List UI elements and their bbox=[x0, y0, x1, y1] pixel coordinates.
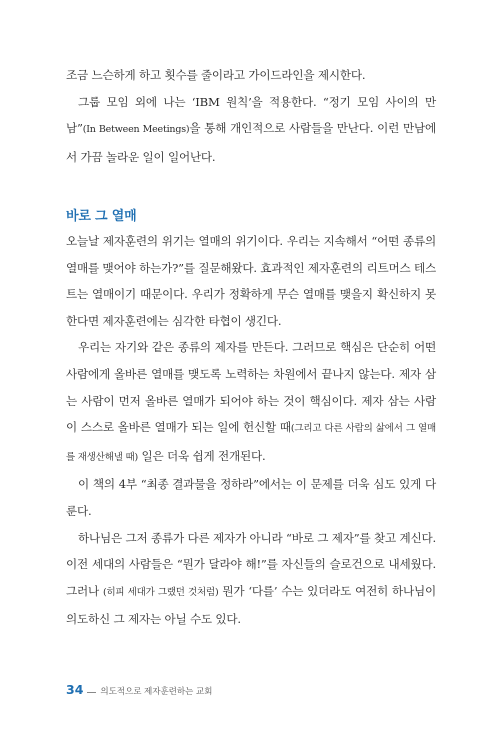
page-number: 34 bbox=[66, 682, 84, 697]
footer-divider bbox=[87, 692, 96, 693]
paragraph-text: 이 책의 4부 “최종 결과물을 정하라”에서는 이 문제를 더욱 심도 있게 다룬다. bbox=[66, 477, 436, 518]
running-title: 의도적으로 제자훈련하는 교회 bbox=[100, 687, 213, 697]
paragraph-text: 오늘날 제자훈련의 위기는 열매의 위기이다. 우리는 지속해서 “어떤 종류의 열매를 맺어야 하는가?”를 질문해왔다. 효과적인 제자훈련의 리트머스 테스트는 열매이기 때문이다. 우리가 정확하게 무슨 열매를 맺을지 확신하지 못한다면 제자훈련에는 심각한 타협이 생긴다. bbox=[66, 234, 436, 328]
section-heading: 바로 그 열매 bbox=[66, 209, 137, 224]
continued-text bbox=[66, 62, 436, 170]
paragraph bbox=[66, 62, 436, 89]
paragraph bbox=[66, 228, 436, 334]
paragraph bbox=[66, 334, 436, 471]
paragraph-text: 일은 더욱 쉽게 전개된다. bbox=[138, 448, 266, 463]
page-footer bbox=[66, 682, 212, 697]
parenthetical-note: (히피 세대가 그랬던 것처럼) bbox=[102, 586, 219, 598]
paragraph-text: 뭔가 ‘다를’ 수는 있더라도 여전히 하나님이 의도하신 그 제자는 아닐 수도 있다. bbox=[66, 583, 436, 627]
paragraph-text: 우리는 자기와 같은 종류의 제자를 만든다. 그러므로 핵심은 단순히 어떤 사람에게 올바른 열매를 맺도록 노력하는 차원에서 끝나지 않는다. 제자 삼는 사람이 먼저 올바른 열매가 되어야 하는 것이 핵심이다. 제자 삼는 사람이 스스로 올바른 열매가 되는 일에 헌신할 때 bbox=[66, 340, 436, 435]
parenthetical-note: (그리고 다른 사람의 삶에서 그 열매를 재생산해낼 때) bbox=[66, 423, 436, 463]
paragraph-text: 그룹 모임 외에 나는 ‘IBM 원칙’을 적용한다. “정기 모임 사이의 만남” bbox=[66, 94, 436, 136]
paragraph bbox=[66, 525, 436, 633]
section-body bbox=[66, 228, 436, 633]
paragraph bbox=[66, 471, 436, 524]
paragraph-text: 조금 느슨하게 하고 횟수를 줄이라고 가이드라인을 제시한다. bbox=[66, 68, 366, 82]
paragraph-text: 을 통해 개인적으로 사람들을 만난다. 이런 만남에서 가끔 놀라운 일이 일어난다. bbox=[66, 121, 436, 164]
parenthetical-note: (In Between Meetings) bbox=[82, 124, 190, 136]
paragraph bbox=[66, 89, 436, 171]
paragraph-text: 하나님은 그저 종류가 다른 제자가 아니라 “바로 그 제자”를 찾고 계신다. 이전 세대의 사람들은 “뭔가 달라야 해!”를 자신들의 슬로건으로 내세웠다. 그러나 bbox=[66, 530, 436, 598]
